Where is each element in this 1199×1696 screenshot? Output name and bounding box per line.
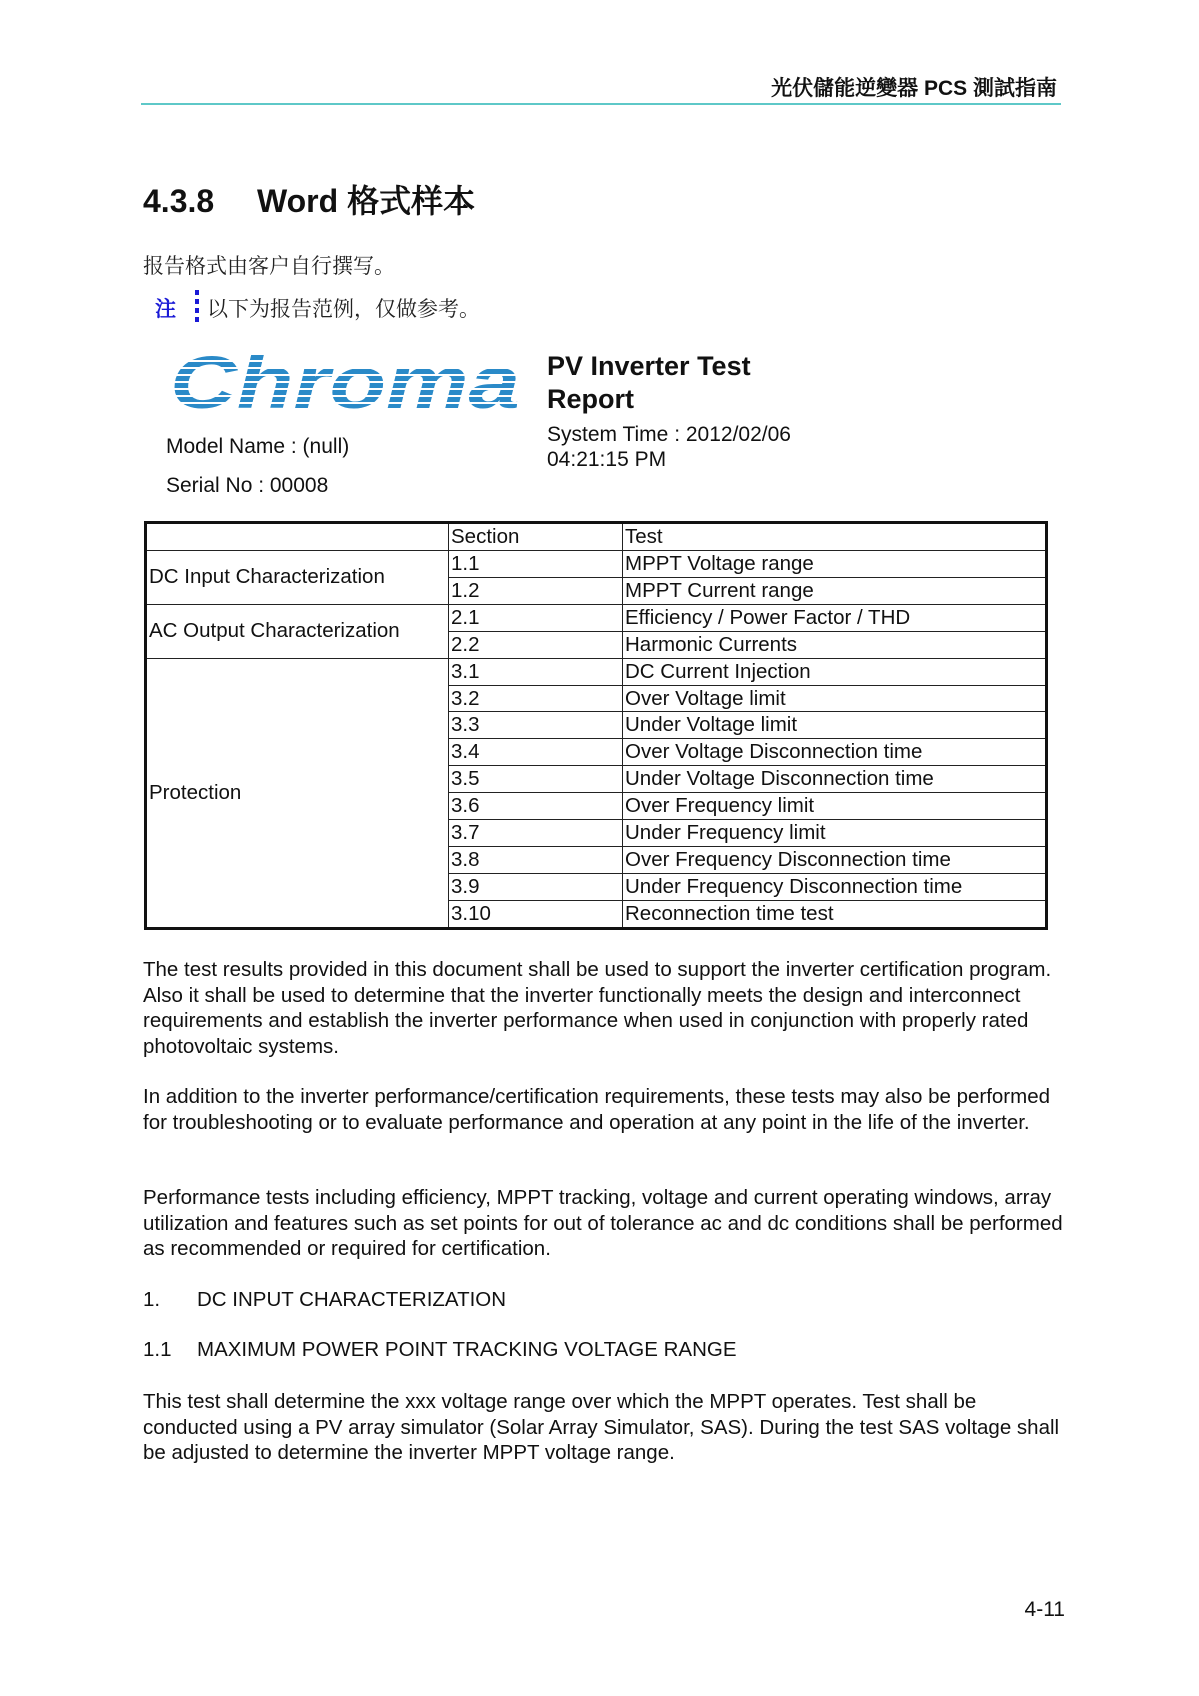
table-row [146, 658, 1047, 685]
note-dotted-bar-icon [195, 290, 199, 326]
section-cell: 3.10 [449, 900, 623, 928]
test-cell: Under Voltage Disconnection time [623, 766, 1047, 793]
chroma-logo [165, 348, 525, 418]
model-name: Model Name : (null) [166, 435, 350, 458]
body-paragraph-2: In addition to the inverter performance/certification requirements, these tests may also be performed for troubleshooting or to evaluate performance and operation at any point in the life of the inverter. [143, 1085, 1051, 1134]
section-cell: 3.2 [449, 685, 623, 712]
test-cell: DC Current Injection [623, 658, 1047, 685]
section-title: Word 格式样本 [257, 183, 476, 219]
section-cell: 1.1 [449, 550, 623, 577]
heading-dc-input-number: 1. [143, 1288, 161, 1311]
header-cell-section: Section [449, 523, 623, 551]
body-paragraph-3: Performance tests including efficiency, MPPT tracking, voltage and current operating windows, array utilization and features such as set points for out of tolerance ac and dc conditions shall be performed as recommended or required for certification. [143, 1186, 1063, 1261]
heading-mppt-voltage-number: 1.1 [143, 1338, 172, 1361]
note-text: 以下为报告范例，仅做参考。 [207, 297, 480, 321]
system-time: System Time : 2012/02/06 04:21:15 PM [547, 423, 791, 471]
section-cell: 3.9 [449, 874, 623, 901]
note [155, 290, 480, 326]
test-cell: Harmonic Currents [623, 631, 1047, 658]
table-row [146, 604, 1047, 631]
test-cell: Efficiency / Power Factor / THD [623, 604, 1047, 631]
group-cell: DC Input Characterization [146, 550, 449, 604]
note-label: 注 [155, 297, 176, 321]
test-cell: Under Frequency Disconnection time [623, 874, 1047, 901]
section-cell: 3.5 [449, 766, 623, 793]
section-number: 4.3.8 [143, 183, 215, 219]
test-cell: Over Voltage limit [623, 685, 1047, 712]
section-cell: 2.2 [449, 631, 623, 658]
running-header-title: 光伏儲能逆變器 PCS 測試指南 [771, 77, 1057, 100]
header-cell-group [146, 523, 449, 551]
test-cell: Over Frequency limit [623, 793, 1047, 820]
test-cell: MPPT Voltage range [623, 550, 1047, 577]
section-cell: 2.1 [449, 604, 623, 631]
section-cell: 3.7 [449, 820, 623, 847]
body-paragraph-4: This test shall determine the xxx voltage range over which the MPPT operates. Test shall be conducted using a PV array simulator (Solar Array Simulator, SAS). During the test SAS voltage shall be adjusted to determine the inverter MPPT voltage range. [143, 1390, 1060, 1465]
heading-dc-input [143, 1288, 506, 1312]
section-cell: 3.6 [449, 793, 623, 820]
group-cell: AC Output Characterization [146, 604, 449, 658]
section-intro: 报告格式由客户自行撰写。 [143, 254, 395, 278]
table-header-row [146, 523, 1047, 551]
logo-wordmark: Chroma [170, 348, 520, 418]
test-cell: Under Voltage limit [623, 712, 1047, 739]
section-cell: 3.3 [449, 712, 623, 739]
header-cell-test: Test [623, 523, 1047, 551]
test-cell: Under Frequency limit [623, 820, 1047, 847]
section-cell: 3.1 [449, 658, 623, 685]
test-cell: Over Frequency Disconnection time [623, 847, 1047, 874]
section-cell: 1.2 [449, 577, 623, 604]
heading-mppt-voltage [143, 1338, 737, 1362]
serial-number: Serial No : 00008 [166, 474, 329, 497]
group-cell: Protection [146, 658, 449, 928]
table-row [146, 550, 1047, 577]
section-heading [143, 176, 475, 222]
heading-mppt-voltage-text: MAXIMUM POWER POINT TRACKING VOLTAGE RANGE [197, 1338, 737, 1361]
section-cell: 3.8 [449, 847, 623, 874]
body-paragraph-1: The test results provided in this document shall be used to support the inverter certification program. Also it shall be used to determine that the inverter functionally meets the design and interconnect requirements and establish the inverter performance when used in conjunction with properly rated photovoltaic systems. [143, 958, 1052, 1059]
header-rule [141, 103, 1061, 105]
heading-dc-input-text: DC INPUT CHARACTERIZATION [197, 1288, 507, 1311]
test-cell: Over Voltage Disconnection time [623, 739, 1047, 766]
test-cell: MPPT Current range [623, 577, 1047, 604]
page-number: 4-11 [1024, 1598, 1065, 1621]
test-cell: Reconnection time test [623, 900, 1047, 928]
test-contents-table [144, 521, 1048, 930]
section-cell: 3.4 [449, 739, 623, 766]
report-title: PV Inverter Test Report [547, 351, 751, 414]
